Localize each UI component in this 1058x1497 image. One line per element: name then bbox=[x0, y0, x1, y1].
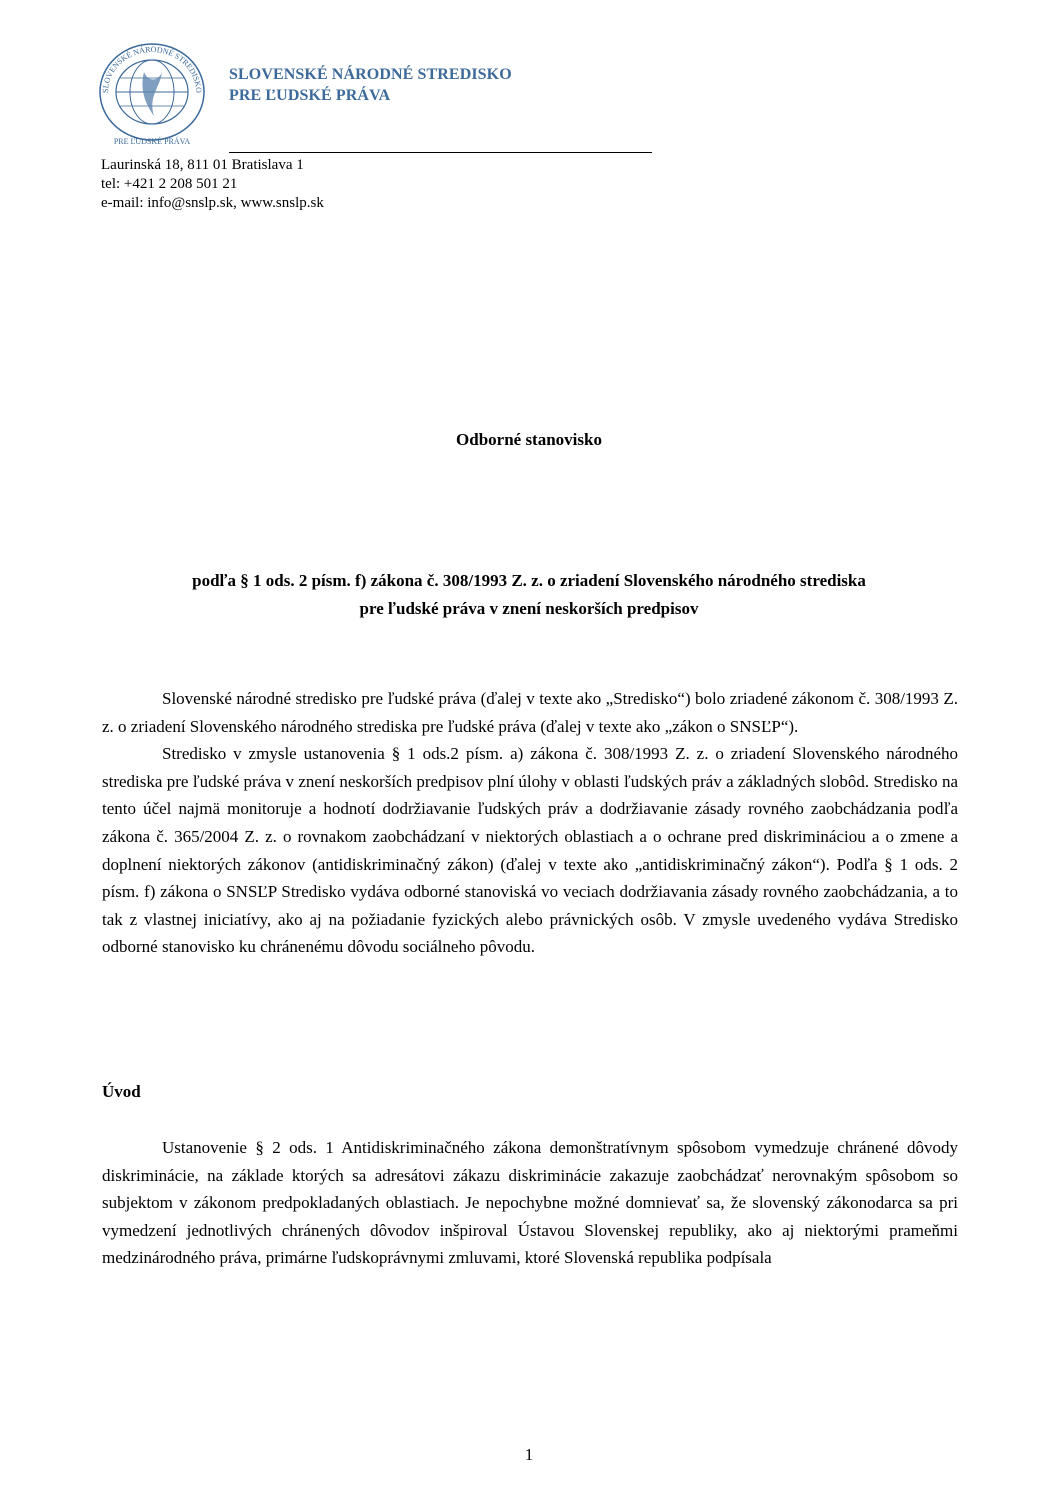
page-number: 1 bbox=[524, 1445, 534, 1464]
paragraph: Ustanovenie § 2 ods. 1 Antidiskriminačného zákona demonštratívnym spôsobom vymedzuje chránené dôvody diskriminácie, na základe ktorých sa adresátovi zákazu diskriminácie zakazuje zaobchádzať nerovnakým spôsobom so subjektom v zákonom predpokladaných oblastiach. Je nepochybne možné domnievať sa, že slovenský zákonodarca sa pri vymedzení jednotlivých chránených dôvodov inšpiroval Ústavou Slovenskej republiky, ako aj niektorými prameňmi medzinárodného práva, primárne ľudskoprávnymi zmluvami, ktoré Slovenská republika podpísala bbox=[102, 1138, 958, 1268]
organization-logo bbox=[92, 36, 212, 148]
paragraph: Slovenské národné stredisko pre ľudské práva (ďalej v texte ako „Stredisko“) bolo zriadené zákonom č. 308/1993 Z. z. o zriadení Slovenského národného strediska pre ľudské práva (ďalej v texte ako „zákon o SNSĽP“). bbox=[102, 689, 958, 736]
organization-name-line1: SLOVENSKÉ NÁRODNÉ STREDISKO bbox=[229, 66, 512, 83]
document-subtitle bbox=[102, 567, 956, 623]
subtitle-line1: podľa § 1 ods. 2 písm. f) zákona č. 308/1993 Z. z. o zriadení Slovenského národného strediska bbox=[192, 571, 866, 590]
email-web: e-mail: info@snslp.sk, www.snslp.sk bbox=[101, 195, 324, 211]
intro-text bbox=[102, 685, 958, 961]
svg-text:SLOVENSKÉ NÁRODNÉ STREDISKO: SLOVENSKÉ NÁRODNÉ STREDISKO bbox=[100, 44, 204, 94]
document-title: Odborné stanovisko bbox=[456, 430, 602, 449]
section-text bbox=[102, 1134, 958, 1272]
header-divider bbox=[229, 152, 652, 153]
phone: tel: +421 2 208 501 21 bbox=[101, 176, 238, 192]
paragraph: Stredisko v zmysle ustanovenia § 1 ods.2 písm. a) zákona č. 308/1993 Z. z. o zriadení Slovenského národného strediska pre ľudské práva v znení neskorších predpisov plní úlohy v oblasti ľudských práv a základných slobôd. Stredisko na tento účel najmä monitoruje a hodnotí dodržiavanie ľudských práv a dodržiavanie zásady rovného zaobchádzania podľa zákona č. 365/2004 Z. z. o rovnakom zaobchádzaní v niektorých oblastiach a o ochrane pred diskrimináciou a o zmene a doplnení niektorých zákonov (antidiskriminačný zákon) (ďalej v texte ako „antidiskriminačný zákon“). Podľa § 1 ods. 2 písm. f) zákona o SNSĽP Stredisko vydáva odborné stanoviská vo veciach dodržiavania zásady rovného zaobchádzania, a to tak z vlastnej iniciatívy, ako aj na požiadanie fyzických alebo právnických osôb. V zmysle uvedeného vydáva Stredisko odborné stanovisko ku chránenému dôvodu sociálneho pôvodu. bbox=[102, 744, 958, 957]
address: Laurinská 18, 811 01 Bratislava 1 bbox=[101, 157, 304, 173]
subtitle-line2: pre ľudské práva v znení neskorších predpisov bbox=[359, 599, 699, 618]
section-heading: Úvod bbox=[102, 1082, 141, 1101]
organization-name bbox=[229, 64, 512, 106]
logo-caption: PRE ĽUDSKÉ PRÁVA bbox=[113, 137, 191, 146]
organization-name-line2: PRE ĽUDSKÉ PRÁVA bbox=[229, 87, 391, 104]
contact-block bbox=[101, 156, 324, 213]
